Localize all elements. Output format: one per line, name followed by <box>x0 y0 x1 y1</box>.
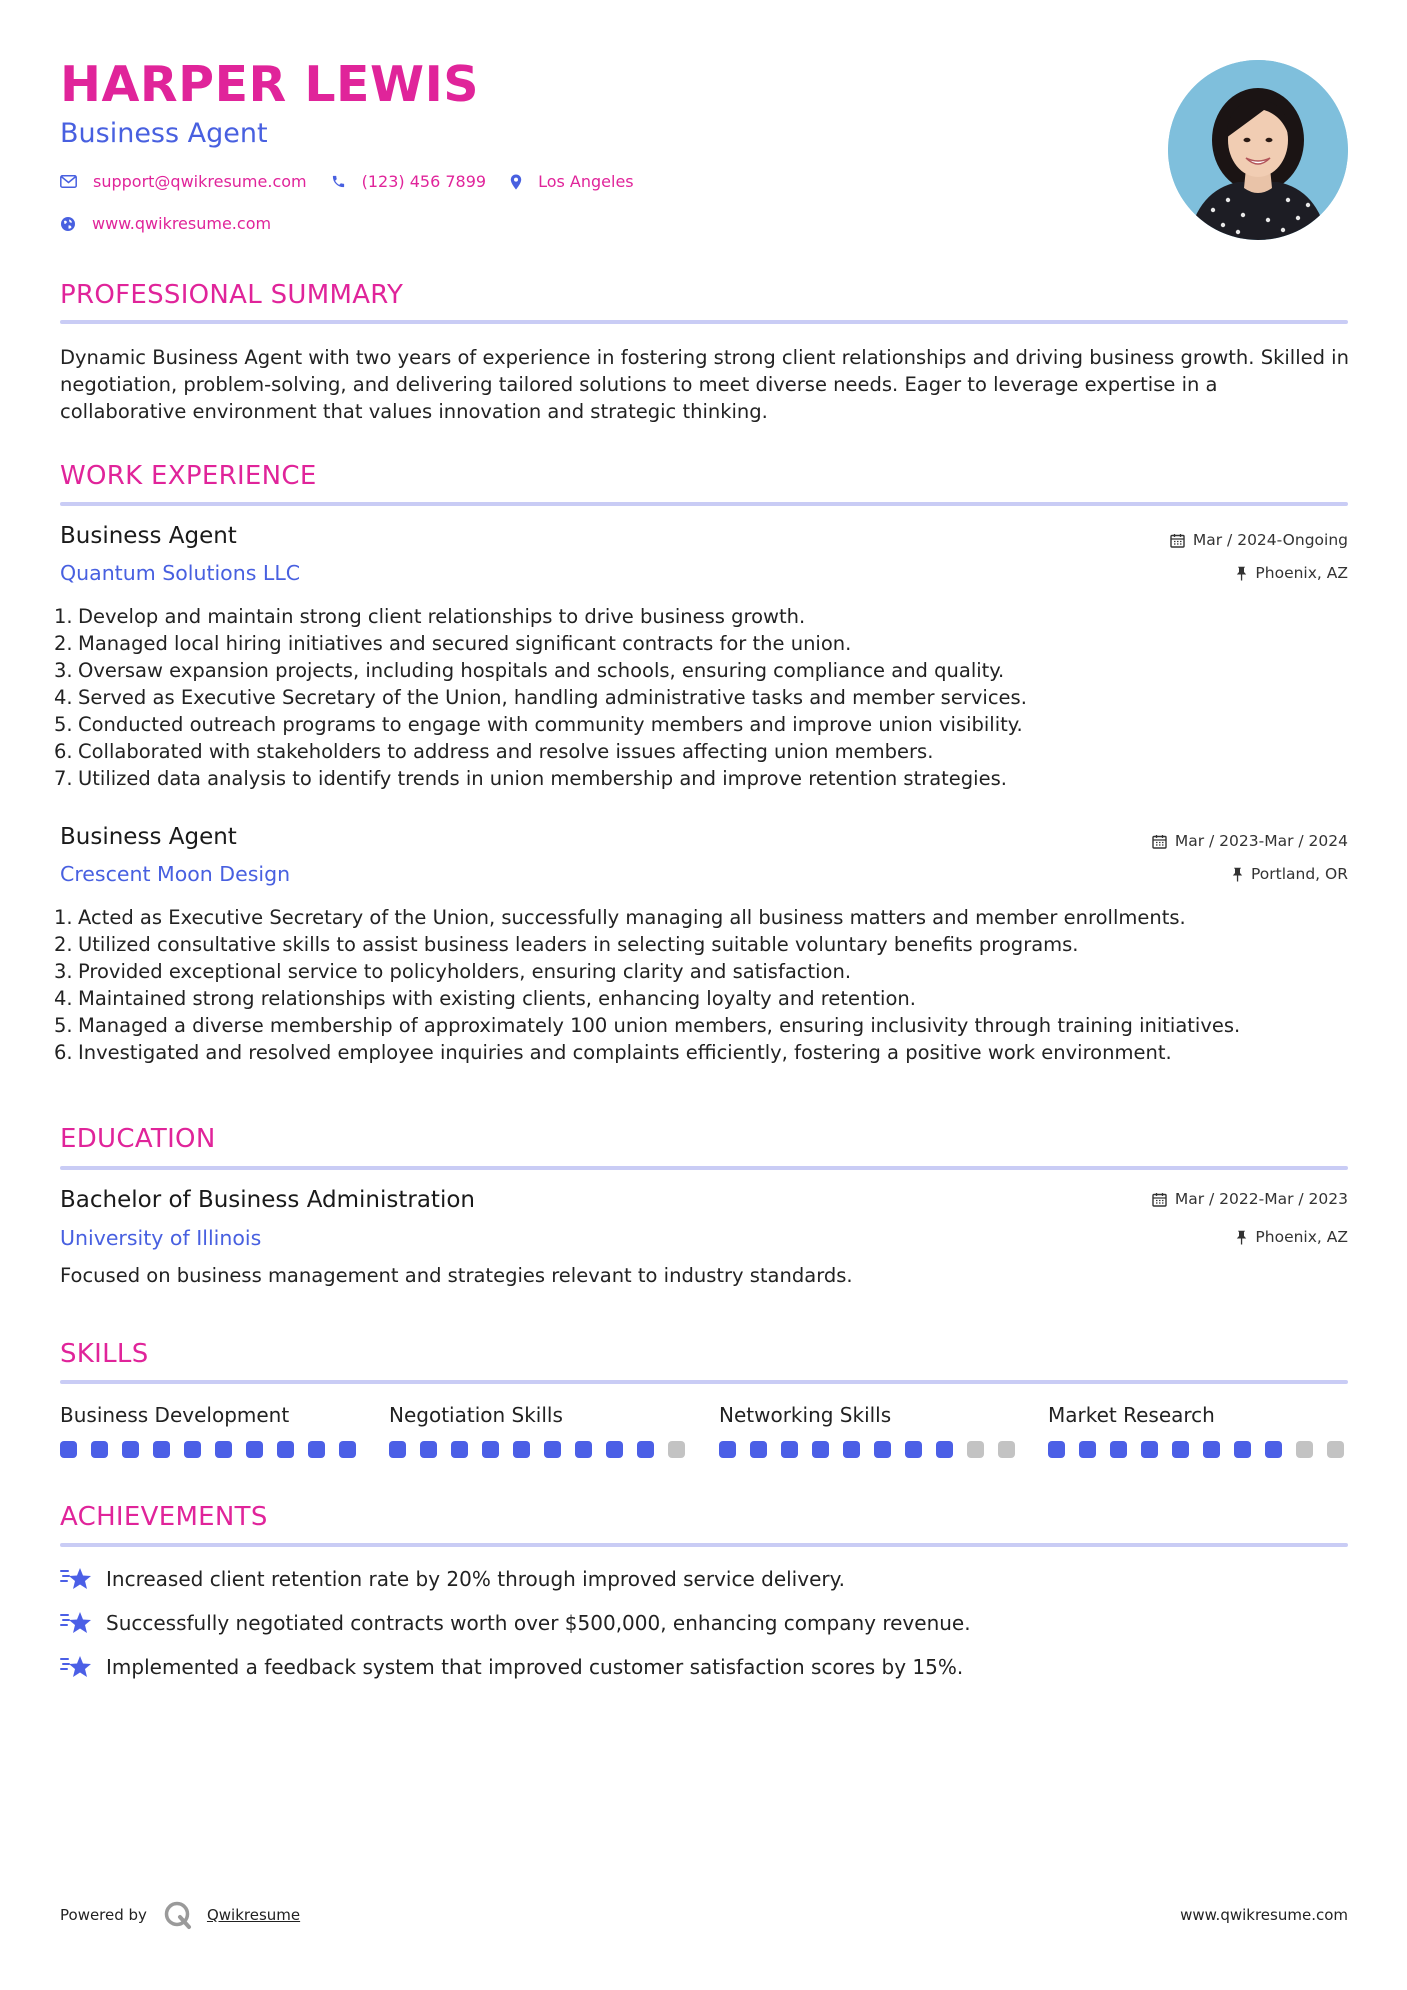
pushpin-icon <box>1232 867 1243 882</box>
contact-location <box>510 172 634 191</box>
skill-dot-filled <box>215 1441 232 1458</box>
candidate-name: HARPER LEWIS <box>60 56 480 113</box>
skill-rating <box>1048 1441 1348 1458</box>
job-location-text: Portland, OR <box>1250 865 1348 883</box>
list-item: 3. Provided exceptional service to policyholders, ensuring clarity and satisfaction. <box>54 960 852 983</box>
list-item: 6. Investigated and resolved employee inquiries and complaints efficiently, fostering a positive work environment. <box>54 1041 1172 1064</box>
education-dates <box>1152 1190 1348 1208</box>
skill-dot-filled <box>420 1441 437 1458</box>
skill-dot-filled <box>1203 1441 1220 1458</box>
achievement-item <box>60 1654 963 1680</box>
list-item: 5. Conducted outreach programs to engage with community members and improve union visibility. <box>54 713 1023 736</box>
skill-dot-filled <box>451 1441 468 1458</box>
skill-dot-empty <box>967 1441 984 1458</box>
contact-row-web <box>60 214 295 233</box>
skill-rating <box>389 1441 689 1458</box>
skill-item <box>60 1403 360 1458</box>
achievement-item <box>60 1566 845 1592</box>
location-text: Los Angeles <box>538 172 634 191</box>
skill-item <box>719 1403 1019 1458</box>
section-title-experience: WORK EXPERIENCE <box>60 461 317 491</box>
calendar-icon <box>1152 834 1167 849</box>
skill-dot-empty <box>998 1441 1015 1458</box>
job-location <box>1236 564 1348 582</box>
skill-dot-filled <box>246 1441 263 1458</box>
shooting-star-icon <box>60 1566 92 1592</box>
calendar-icon <box>1152 1192 1167 1207</box>
education-degree: Bachelor of Business Administration <box>60 1187 475 1213</box>
powered-by <box>60 1900 300 1930</box>
shooting-star-icon <box>60 1654 92 1680</box>
contact-email[interactable] <box>60 172 307 191</box>
list-item: 6. Collaborated with stakeholders to address and resolve issues affecting union members. <box>54 740 934 763</box>
skill-dot-filled <box>277 1441 294 1458</box>
skill-dot-filled <box>936 1441 953 1458</box>
skill-dot-filled <box>874 1441 891 1458</box>
list-item: 4. Served as Executive Secretary of the Union, handling administrative tasks and member services. <box>54 686 1027 709</box>
list-item: 2. Managed local hiring initiatives and secured significant contracts for the union. <box>54 632 852 655</box>
skill-dot-filled <box>843 1441 860 1458</box>
job-dates-text: Mar / 2024-Ongoing <box>1192 531 1348 549</box>
powered-label: Powered by <box>60 1906 147 1924</box>
skill-dot-filled <box>482 1441 499 1458</box>
map-pin-icon <box>510 174 522 190</box>
shooting-star-icon <box>60 1610 92 1636</box>
skill-dot-filled <box>91 1441 108 1458</box>
skill-dot-filled <box>153 1441 170 1458</box>
section-divider <box>60 1543 1348 1547</box>
phone-text: (123) 456 7899 <box>361 172 487 191</box>
contact-row <box>60 172 658 191</box>
skill-rating <box>719 1441 1019 1458</box>
education-dates-text: Mar / 2022-Mar / 2023 <box>1174 1190 1348 1208</box>
skill-dot-filled <box>575 1441 592 1458</box>
list-item: 3. Oversaw expansion projects, including hospitals and schools, ensuring compliance and quality. <box>54 659 1005 682</box>
section-divider <box>60 1380 1348 1384</box>
brand-link[interactable]: Qwikresume <box>206 1906 301 1924</box>
section-title-summary: PROFESSIONAL SUMMARY <box>60 280 404 310</box>
pushpin-icon <box>1236 1230 1247 1245</box>
skill-dot-filled <box>637 1441 654 1458</box>
section-title-achievements: ACHIEVEMENTS <box>60 1502 268 1532</box>
skill-dot-filled <box>184 1441 201 1458</box>
contact-phone[interactable] <box>331 172 486 191</box>
globe-icon <box>60 216 76 232</box>
pushpin-icon <box>1236 566 1247 581</box>
skill-dot-filled <box>1172 1441 1189 1458</box>
skill-name: Networking Skills <box>719 1403 892 1427</box>
skill-name: Negotiation Skills <box>389 1403 563 1427</box>
skill-dot-filled <box>339 1441 356 1458</box>
achievement-text: Successfully negotiated contracts worth over $500,000, enhancing company revenue. <box>106 1611 971 1635</box>
contact-website[interactable] <box>60 214 271 233</box>
achievement-text: Increased client retention rate by 20% through improved service delivery. <box>106 1567 845 1591</box>
skill-dot-filled <box>1265 1441 1282 1458</box>
education-school: University of Illinois <box>60 1226 262 1250</box>
list-item: 1. Acted as Executive Secretary of the Union, successfully managing all business matters and member enrollments. <box>54 906 1186 929</box>
job-location-text: Phoenix, AZ <box>1255 564 1348 582</box>
profile-photo <box>1168 60 1348 240</box>
summary-text: Dynamic Business Agent with two years of experience in fostering strong client relationships and driving business growth. Skilled in negotiation, problem-solving, and delivering tailored solutions to meet diverse needs. Eager to leverage expertise in a collaborative environment that values innovation and strategic thinking. <box>60 346 1349 423</box>
job-bullets <box>54 904 1354 1066</box>
email-text: support@qwikresume.com <box>93 172 307 191</box>
qwikresume-logo-icon <box>163 1900 193 1930</box>
website-text: www.qwikresume.com <box>92 214 272 233</box>
skill-dot-filled <box>1079 1441 1096 1458</box>
achievement-text: Implemented a feedback system that improved customer satisfaction scores by 15%. <box>106 1655 964 1679</box>
skill-dot-filled <box>544 1441 561 1458</box>
avatar <box>1168 60 1348 240</box>
skill-item <box>389 1403 689 1458</box>
skill-dot-filled <box>1048 1441 1065 1458</box>
job-company: Quantum Solutions LLC <box>60 561 301 585</box>
job-dates <box>1170 531 1348 549</box>
footer-website-link[interactable]: www.qwikresume.com <box>1180 1906 1348 1924</box>
skill-dot-empty <box>1296 1441 1313 1458</box>
skill-dot-filled <box>1234 1441 1251 1458</box>
calendar-icon <box>1170 533 1185 548</box>
education-location <box>1236 1228 1348 1246</box>
list-item: 2. Utilized consultative skills to assist business leaders in selecting suitable voluntary benefits programs. <box>54 933 1079 956</box>
skill-rating <box>60 1441 360 1458</box>
section-divider <box>60 502 1348 506</box>
list-item: 7. Utilized data analysis to identify trends in union membership and improve retention strategies. <box>54 767 1007 790</box>
achievement-item <box>60 1610 971 1636</box>
skill-dot-filled <box>60 1441 77 1458</box>
job-company: Crescent Moon Design <box>60 862 291 886</box>
job-role: Business Agent <box>60 824 237 850</box>
skill-dot-filled <box>812 1441 829 1458</box>
skill-dot-filled <box>905 1441 922 1458</box>
skill-dot-empty <box>668 1441 685 1458</box>
envelope-icon <box>60 175 77 188</box>
skill-dot-filled <box>1141 1441 1158 1458</box>
section-title-education: EDUCATION <box>60 1124 216 1154</box>
list-item: 1. Develop and maintain strong client relationships to drive business growth. <box>54 605 806 628</box>
skill-dot-filled <box>308 1441 325 1458</box>
skill-dot-filled <box>781 1441 798 1458</box>
skill-name: Market Research <box>1048 1403 1215 1427</box>
education-location-text: Phoenix, AZ <box>1255 1228 1348 1246</box>
skill-dot-filled <box>606 1441 623 1458</box>
section-divider <box>60 1166 1348 1170</box>
candidate-title: Business Agent <box>60 118 268 149</box>
skill-dot-filled <box>750 1441 767 1458</box>
section-title-skills: SKILLS <box>60 1339 149 1369</box>
job-dates <box>1152 832 1348 850</box>
section-divider <box>60 320 1348 324</box>
skill-dot-filled <box>389 1441 406 1458</box>
phone-icon <box>331 174 346 189</box>
job-bullets <box>54 603 1354 792</box>
skill-dot-empty <box>1327 1441 1344 1458</box>
skill-dot-filled <box>513 1441 530 1458</box>
job-dates-text: Mar / 2023-Mar / 2024 <box>1174 832 1348 850</box>
skill-dot-filled <box>122 1441 139 1458</box>
skill-item <box>1048 1403 1348 1458</box>
list-item: 4. Maintained strong relationships with existing clients, enhancing loyalty and retention. <box>54 987 916 1010</box>
job-role: Business Agent <box>60 523 237 549</box>
education-description: Focused on business management and strategies relevant to industry standards. <box>60 1264 853 1287</box>
skill-name: Business Development <box>60 1403 290 1427</box>
skill-dot-filled <box>719 1441 736 1458</box>
list-item: 5. Managed a diverse membership of approximately 100 union members, ensuring inclusivity through training initiatives. <box>54 1014 1241 1037</box>
job-location <box>1232 865 1348 883</box>
skill-dot-filled <box>1110 1441 1127 1458</box>
